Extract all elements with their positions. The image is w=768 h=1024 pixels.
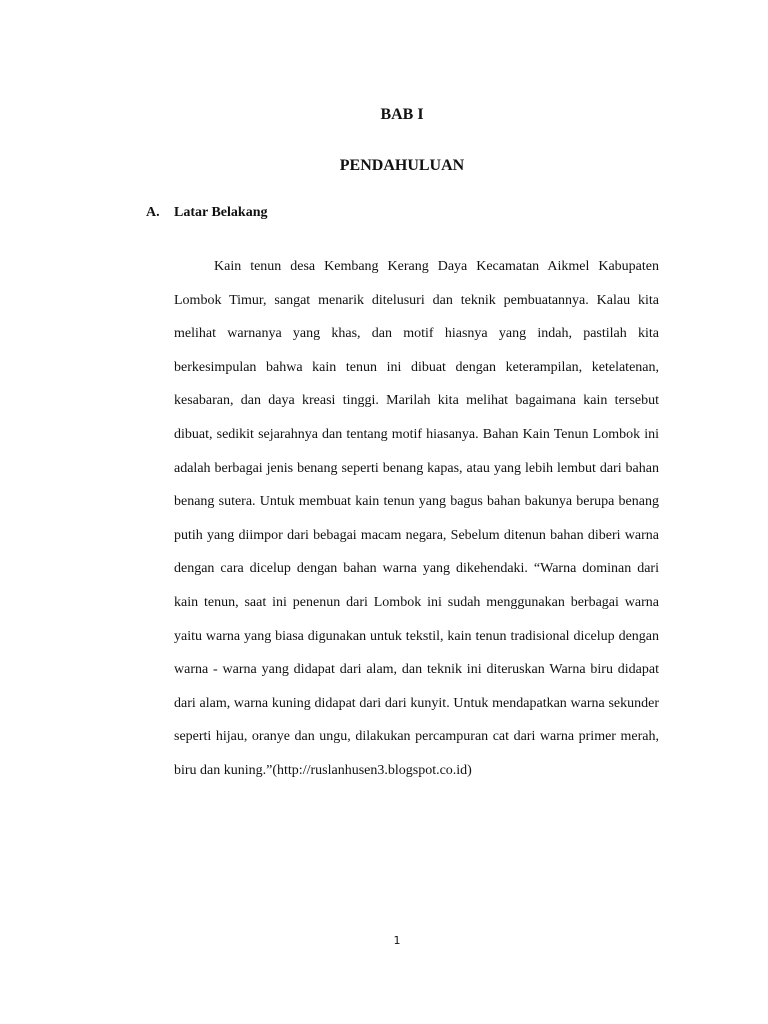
chapter-number: BAB I xyxy=(380,106,424,123)
page-number: 1 xyxy=(393,934,401,947)
section-title: Latar Belakang xyxy=(174,205,268,220)
chapter-title: PENDAHULUAN xyxy=(339,157,465,174)
section-heading xyxy=(146,203,267,223)
section-letter: A. xyxy=(146,205,160,220)
body-paragraph: Kain tenun desa Kembang Kerang Daya Kecamatan Aikmel Kabupaten Lombok Timur, sangat menarik ditelusuri dan teknik pembuatannya. Kalau kita melihat warnanya yang khas, dan motif hiasnya yang indah, pastilah kita berkesimpulan bahwa kain tenun ini dibuat dengan keterampilan, ketelatenan, kesabaran, dan daya kreasi tinggi. Marilah kita melihat bagaimana kain tersebut dibuat, sedikit sejarahnya dan tentang motif hiasanya. Bahan Kain Tenun Lombok ini adalah berbagai jenis benang seperti benang kapas, atau yang lebih lembut dari bahan benang sutera. Untuk membuat kain tenun yang bagus bahan bakunya berupa benang putih yang diimpor dari bebagai macam negara, Sebelum ditenun bahan diberi warna dengan cara dicelup dengan bahan warna yang dikehendaki. “Warna dominan dari kain tenun, saat ini penenun dari Lombok ini sudah menggunakan berbagai warna yaitu warna yang biasa digunakan untuk tekstil, kain tenun tradisional dicelup dengan warna - warna yang didapat dari alam, dan teknik ini diteruskan Warna biru didapat dari alam, warna kuning didapat dari dari kunyit. Untuk mendapatkan warna sekunder seperti hijau, oranye dan ungu, dilakukan percampuran cat dari warna primer merah, biru dan kuning.”(http://ruslanhusen3.blogspot.co.id) xyxy=(174,259,659,778)
